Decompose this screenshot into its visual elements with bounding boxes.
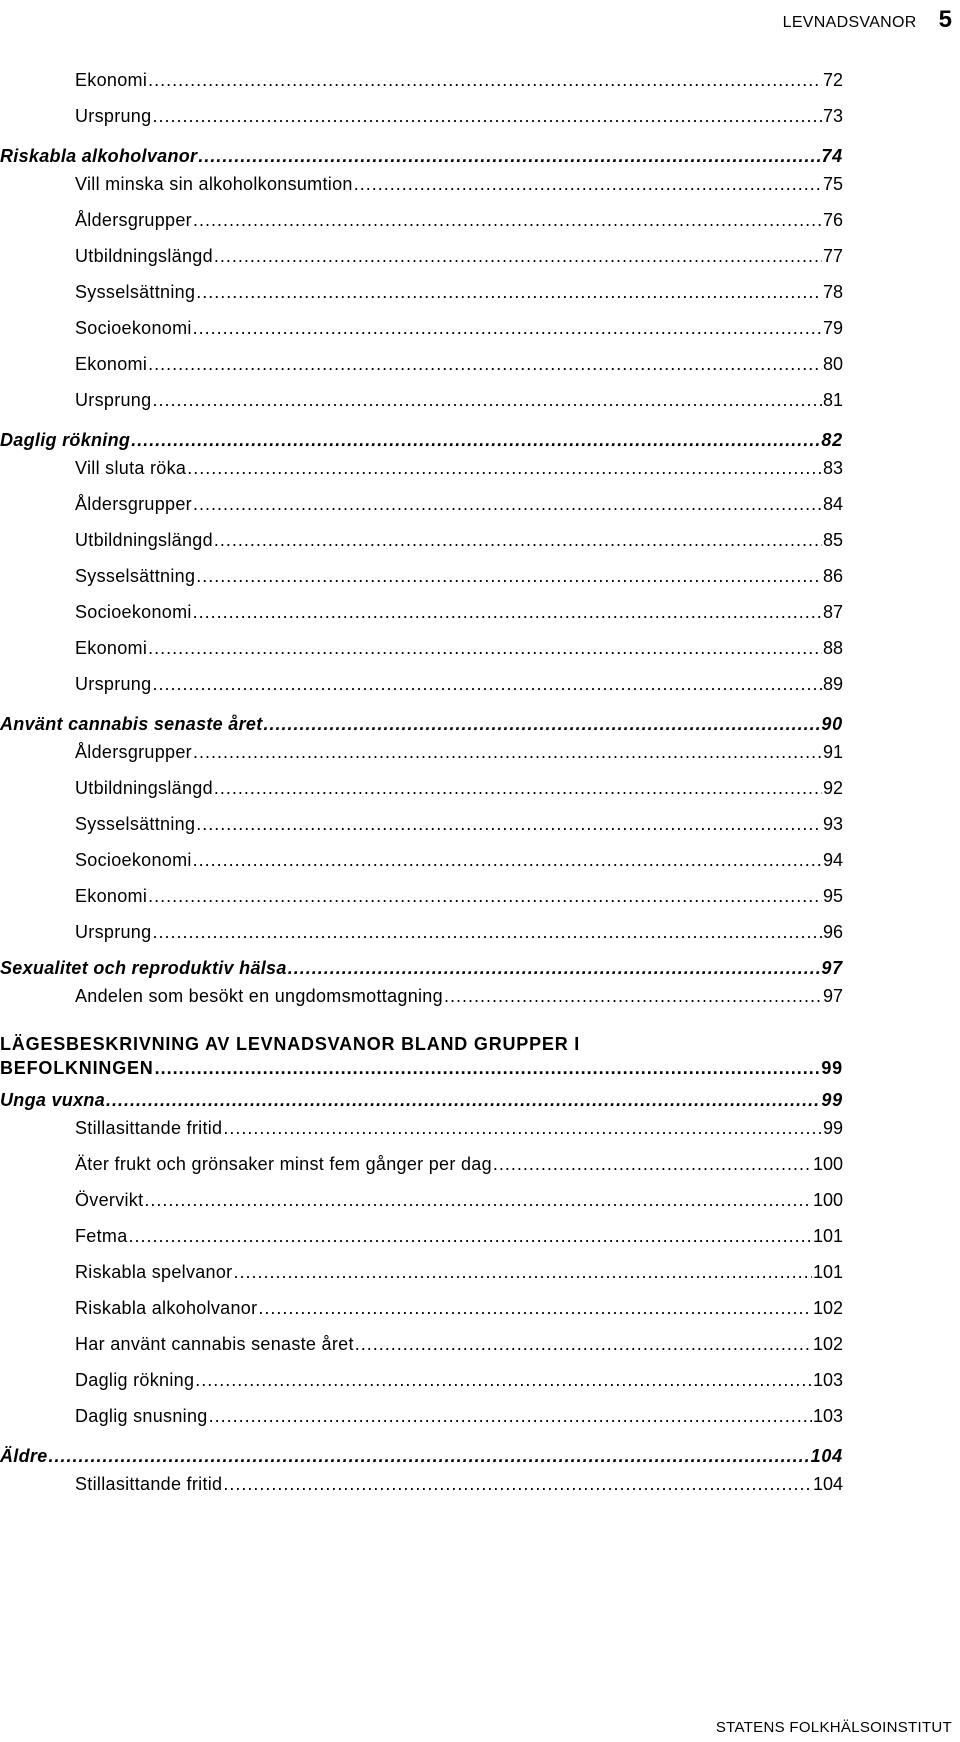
toc-entry-label: Daglig rökning [75,1370,195,1390]
toc-entry-page: 81 [822,390,843,410]
toc-entry-page: 93 [822,814,843,834]
toc-entry[interactable] [75,68,843,92]
toc-entry-page: 75 [822,174,843,194]
toc-entry[interactable] [75,812,843,836]
toc-entry-label: Åldersgrupper [75,494,192,514]
toc-entry[interactable] [75,672,843,696]
dot-leader [148,636,822,660]
toc-entry[interactable] [75,984,843,1008]
toc-entry-label: LÄGESBESKRIVNING AV LEVNADSVANOR BLAND GRUPPER I [0,1034,581,1054]
toc-entry-label: Övervikt [75,1190,144,1210]
toc-entry-page: 85 [822,530,843,550]
toc-entry[interactable] [75,244,843,268]
toc-entry[interactable] [75,1296,843,1320]
dot-leader [493,1152,812,1176]
dot-leader [258,1296,812,1320]
toc-entry-page: 82 [821,430,843,450]
toc-heading[interactable] [0,1088,843,1112]
toc-entry-label: Sexualitet och reproduktiv hälsa [0,958,287,978]
toc-entry[interactable] [75,920,843,944]
dot-leader [209,1404,812,1428]
toc-heading[interactable] [0,1032,843,1080]
toc-entry-page: 100 [812,1154,843,1174]
toc-entry-page: 86 [822,566,843,586]
toc-entry[interactable] [75,172,843,196]
toc-entry-page: 102 [812,1334,843,1354]
toc-entry[interactable] [75,352,843,376]
dot-leader [233,1260,811,1284]
toc-heading[interactable] [0,956,843,980]
toc-entry-label: Använt cannabis senaste året [0,714,263,734]
toc-entry[interactable] [75,848,843,872]
dot-leader [196,564,822,588]
toc-entry-label: Socioekonomi [75,602,192,622]
toc-entry-page: 74 [821,146,843,166]
toc-entry-page: 76 [822,210,843,230]
toc-entry-page: 84 [822,494,843,514]
toc-entry-page: 95 [822,886,843,906]
toc-entry-label: Andelen som besökt en ungdomsmottagning [75,986,443,1006]
toc-entry-label: Åldersgrupper [75,742,192,762]
dot-leader [155,1056,821,1080]
toc-entry-label: Riskabla spelvanor [75,1262,233,1282]
toc-entry-page: 104 [812,1474,843,1494]
toc-entry-label: BEFOLKNINGEN [0,1058,154,1078]
dot-leader [223,1116,822,1140]
toc-entry[interactable] [75,776,843,800]
toc-entry-label: Har använt cannabis senaste året [75,1334,354,1354]
toc-entry-label: Ekonomi [75,354,148,374]
toc-entry-page: 89 [822,674,843,694]
dot-leader [152,920,822,944]
toc-entry-page: 100 [812,1190,843,1210]
dot-leader [193,600,822,624]
dot-leader [131,428,820,452]
toc-entry-page: 72 [822,70,843,90]
toc-entry-page: 103 [812,1406,843,1426]
toc-entry-label: Ekonomi [75,886,148,906]
dot-leader [193,316,822,340]
toc-entry-label: Daglig rökning [0,430,131,450]
dot-leader [193,208,822,232]
toc-entry-page: 80 [822,354,843,374]
toc-entry-page: 104 [810,1446,843,1466]
toc-entry[interactable] [75,564,843,588]
toc-entry-page: 96 [822,922,843,942]
toc-entry-label: Stillasittande fritid [75,1118,223,1138]
toc-entry-page: 102 [812,1298,843,1318]
toc-entry-label: Ursprung [75,922,152,942]
toc-entry-page: 90 [821,714,843,734]
toc-entry-page: 97 [822,986,843,1006]
running-header-title: LEVNADSVANOR [782,14,917,31]
dot-leader [214,528,822,552]
dot-leader [444,984,822,1008]
toc-heading[interactable] [0,1444,843,1468]
toc-entry[interactable] [75,1404,843,1428]
toc-entry-label: Äter frukt och grönsaker minst fem gånger per dag [75,1154,492,1174]
toc-entry[interactable] [75,1472,843,1496]
toc-entry-label: Stillasittande fritid [75,1474,223,1494]
toc-entry-page: 92 [822,778,843,798]
toc-entry[interactable] [75,1188,843,1212]
toc-entry-label: Vill minska sin alkoholkonsumtion [75,174,353,194]
toc-entry-page: 88 [822,638,843,658]
toc-entry-page: 83 [822,458,843,478]
dot-leader [193,848,822,872]
dot-leader [196,812,822,836]
toc-entry[interactable] [75,208,843,232]
dot-leader [198,144,820,168]
toc-entry[interactable] [75,104,843,128]
dot-leader [214,776,822,800]
dot-leader [49,1444,810,1468]
toc-entry-label: Ekonomi [75,70,148,90]
dot-leader [354,172,822,196]
dot-leader [193,740,822,764]
toc-entry-label: Vill sluta röka [75,458,187,478]
toc-entry-label: Äldre [0,1446,48,1466]
toc-entry-label: Utbildningslängd [75,530,213,550]
dot-leader [144,1188,812,1212]
dot-leader [193,492,822,516]
toc-entry-page: 101 [812,1262,843,1282]
toc-entry-label: Sysselsättning [75,566,196,586]
toc-entry-label: Utbildningslängd [75,778,213,798]
toc-entry[interactable] [75,1116,843,1140]
dot-leader [223,1472,812,1496]
toc-heading[interactable] [0,144,843,168]
toc-entry[interactable] [75,884,843,908]
dot-leader [152,388,822,412]
toc-entry-page: 73 [822,106,843,126]
toc-entry-page: 97 [821,958,843,978]
toc-entry[interactable] [75,1152,843,1176]
toc-entry-page: 99 [821,1058,843,1078]
dot-leader [187,456,822,480]
toc-entry[interactable] [75,600,843,624]
toc-entry-page: 99 [821,1090,843,1110]
toc-entry-page: 94 [822,850,843,870]
toc-entry-label: Ekonomi [75,638,148,658]
toc-entry[interactable] [75,1260,843,1284]
toc-entry-label: Åldersgrupper [75,210,192,230]
dot-leader [355,1332,812,1356]
toc-entry-page: 99 [822,1118,843,1138]
toc-entry[interactable] [75,1368,843,1392]
toc-entry-label: Riskabla alkoholvanor [0,146,198,166]
toc-entry-label: Sysselsättning [75,282,196,302]
toc-entry-label: Socioekonomi [75,850,192,870]
page-header [783,6,952,34]
toc-entry-page: 87 [822,602,843,622]
toc-entry-label: Ursprung [75,106,152,126]
toc-entry-label: Unga vuxna [0,1090,106,1110]
dot-leader [106,1088,820,1112]
toc-entry-label: Daglig snusning [75,1406,208,1426]
dot-leader [152,672,822,696]
dot-leader [129,1224,812,1248]
toc-entry-label: Sysselsättning [75,814,196,834]
dot-leader [148,884,822,908]
dot-leader [264,712,821,736]
toc-entry-label: Riskabla alkoholvanor [75,1298,258,1318]
toc-entry[interactable] [75,740,843,764]
dot-leader [148,68,822,92]
toc-entry-page: 77 [822,246,843,266]
toc-entry-page: 78 [822,282,843,302]
toc-entry-label: Ursprung [75,390,152,410]
toc-heading[interactable] [0,428,843,452]
toc-heading[interactable] [0,712,843,736]
toc-entry-page: 101 [812,1226,843,1246]
dot-leader [195,1368,812,1392]
toc-entry[interactable] [75,528,843,552]
dot-leader [196,280,822,304]
toc-entry[interactable] [75,1332,843,1356]
dot-leader [148,352,822,376]
toc-entry-page: 103 [812,1370,843,1390]
page-footer: STATENS FOLKHÄLSOINSTITUT [715,1719,952,1736]
toc-entry-page: 91 [822,742,843,762]
page-number: 5 [938,6,952,33]
toc-entry[interactable] [75,280,843,304]
toc-entry-page: 79 [822,318,843,338]
toc-entry[interactable] [75,492,843,516]
toc-entry-label: Fetma [75,1226,128,1246]
toc-entry-label: Utbildningslängd [75,246,213,266]
toc-entry[interactable] [75,456,843,480]
dot-leader [288,956,821,980]
toc-entry[interactable] [75,316,843,340]
dot-leader [152,104,822,128]
toc-entry[interactable] [75,636,843,660]
toc-entry[interactable] [75,1224,843,1248]
dot-leader [214,244,822,268]
toc-entry-label: Socioekonomi [75,318,192,338]
toc-entry-label: Ursprung [75,674,152,694]
toc-entry[interactable] [75,388,843,412]
